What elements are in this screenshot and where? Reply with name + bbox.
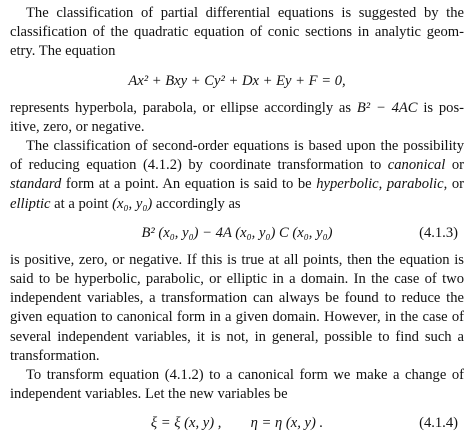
- text-line: itive, zero, or negative.: [10, 118, 145, 135]
- text-line: classification of the quadratic equation of conic sections in analytic geom-: [10, 24, 464, 41]
- equation-4-1-3-body: B² (x₀, y₀) − 4A (x₀, y₀) C (x₀, y₀): [141, 224, 333, 241]
- text-line: is positive, zero, or negative. If this is true at all points, then the equation: [10, 251, 450, 268]
- equation-4-1-4-body: ξ = ξ (x, y) , η = η (x, y) .: [150, 415, 324, 432]
- text-fragment: of reducing equation (4.1.2) by coordinate transformation to: [10, 157, 388, 174]
- text-fragment: at a point: [50, 195, 113, 212]
- term-hyperbolic: hyperbolic: [316, 176, 379, 193]
- paragraph-domain: [10, 251, 464, 366]
- term-standard: standard: [10, 176, 62, 193]
- equation-number: (4.1.4): [419, 415, 458, 432]
- text-fragment: or: [445, 157, 464, 174]
- paragraph-transform: [10, 366, 464, 404]
- equation-conic: [10, 66, 464, 96]
- math-point: (x₀, y₀): [112, 195, 153, 212]
- text-line: To transform equation (4.1.2) to a canonical form we make a change of: [26, 367, 464, 384]
- text-line: is said to be hyperbolic, parabolic, or elliptic in a domain. In the case of: [10, 251, 464, 288]
- text-line: The classification of partial differential equations is suggested by the: [26, 5, 464, 21]
- text-line: The classification of second-order equations is based upon the possibility: [26, 138, 464, 155]
- text-fragment: is pos-: [417, 99, 464, 116]
- paragraph-conic-classification: [10, 99, 464, 137]
- text-fragment: accordingly as: [152, 195, 241, 212]
- text-fragment: represents hyperbola, parabola, or ellipse accordingly as: [10, 99, 357, 116]
- text-line: the given equation to canonical form in a given domain. However, in the: [10, 290, 464, 326]
- text-fragment: ,: [378, 176, 387, 193]
- text-fragment: ,: [443, 176, 448, 193]
- text-line: two independent variables, a transformation can always be found to reduce: [10, 271, 464, 307]
- text-line: such a transformation.: [10, 328, 464, 364]
- text-line: case of several independent variables, it is not, in general, possible to find: [10, 309, 464, 345]
- term-parabolic: parabolic: [386, 176, 444, 193]
- equation-4-1-3: [10, 218, 464, 248]
- text-line: independent variables. Let the new variables be: [10, 386, 288, 403]
- paragraph-intro: [10, 4, 464, 62]
- equation-number: (4.1.3): [419, 224, 458, 241]
- equation-conic-body: Ax² + Bxy + Cy² + Dx + Ey + F = 0,: [128, 72, 346, 89]
- paragraph-second-order: [10, 137, 464, 214]
- equation-4-1-4: [10, 408, 464, 438]
- math-discriminant: B² − 4AC: [356, 99, 418, 116]
- text-line: etry. The equation: [10, 43, 116, 60]
- text-fragment: form at a point. An equation is said to be: [61, 176, 317, 193]
- term-canonical: canonical: [387, 157, 446, 174]
- text-fragment: or: [451, 176, 464, 193]
- term-elliptic: elliptic: [10, 195, 51, 212]
